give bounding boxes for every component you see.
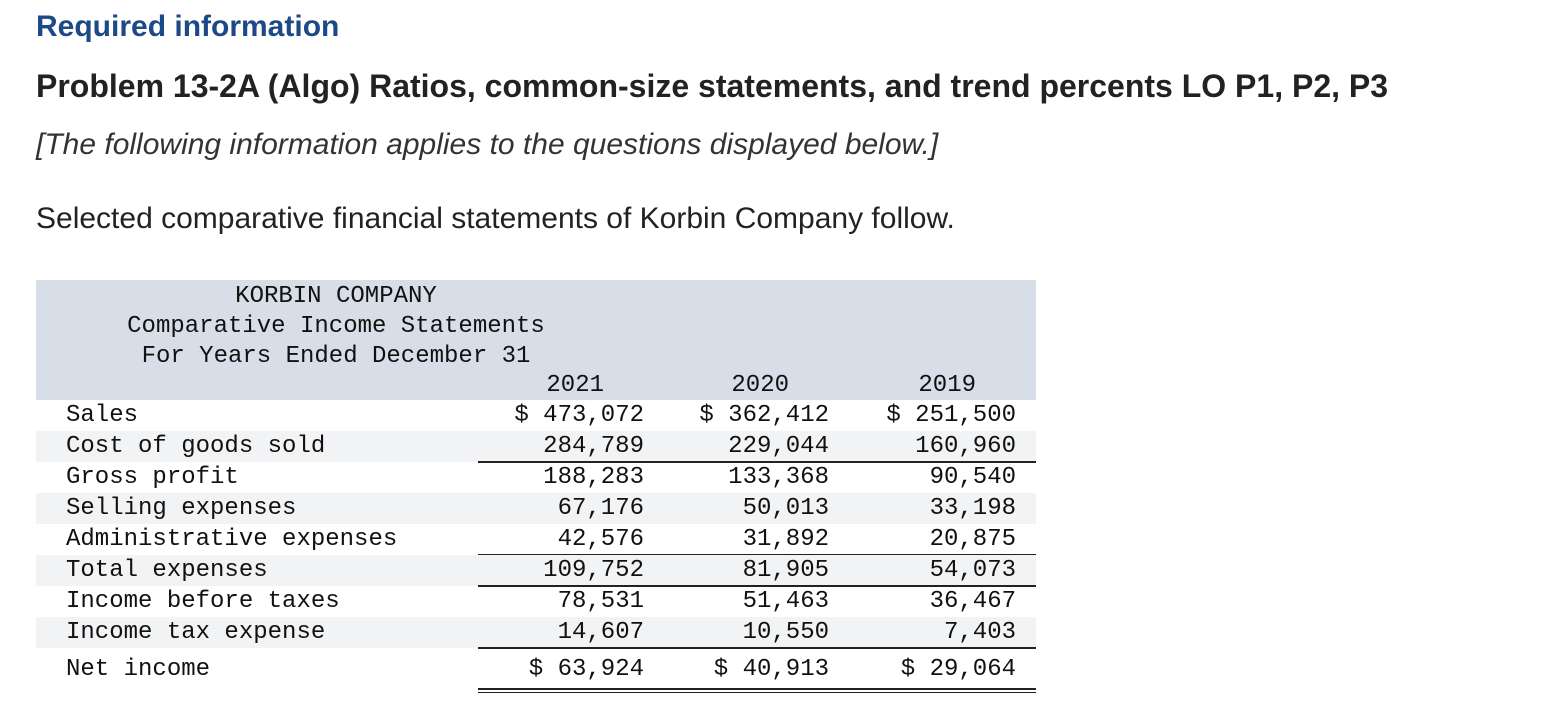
double-underline (848, 692, 1036, 693)
value-2021: $ 63,924 (528, 656, 644, 683)
value-2020: 31,892 (742, 526, 829, 553)
year-header-2019: 2019 (918, 372, 976, 399)
year-header-2020: 2020 (731, 372, 789, 399)
intro-text: Selected comparative financial statements of Korbin Company follow. (36, 202, 955, 235)
value-2020: 81,905 (742, 557, 829, 584)
row-label: Income tax expense (66, 619, 326, 646)
value-2019: 7,403 (943, 619, 1016, 646)
value-2021: 42,576 (557, 526, 644, 553)
value-2020: $ 362,412 (699, 402, 829, 429)
value-2021: $ 473,072 (514, 402, 644, 429)
row-label: Gross profit (66, 464, 239, 491)
value-2019: 160,960 (915, 433, 1016, 460)
value-2021: 109,752 (543, 557, 644, 584)
row-total-expenses (36, 555, 1036, 586)
value-2021: 188,283 (543, 464, 644, 491)
value-2020: $ 40,913 (713, 656, 829, 683)
row-net-income (36, 648, 1036, 688)
required-information-heading: Required information (36, 10, 340, 43)
value-2019: 36,467 (929, 588, 1016, 615)
row-gross-profit (36, 462, 1036, 493)
value-2021: 284,789 (543, 433, 644, 460)
value-2020: 229,044 (728, 433, 829, 460)
row-label: Selling expenses (66, 495, 297, 522)
row-cost-of-goods-sold (36, 431, 1036, 462)
value-2021: 78,531 (557, 588, 644, 615)
instruction-note: [The following information applies to the questions displayed below.] (36, 128, 939, 161)
value-2020: 50,013 (742, 495, 829, 522)
double-underline (478, 688, 662, 690)
row-income-tax-expense (36, 617, 1036, 648)
row-selling-expenses (36, 493, 1036, 524)
row-label: Sales (66, 402, 139, 429)
row-label: Net income (66, 656, 211, 683)
double-underline (662, 692, 848, 693)
statement-header (36, 280, 1036, 400)
row-administrative-expenses (36, 524, 1036, 555)
double-underline (662, 688, 848, 690)
double-underline (478, 692, 662, 693)
row-label: Income before taxes (66, 588, 340, 615)
value-2021: 14,607 (557, 619, 644, 646)
row-label: Administrative expenses (66, 526, 398, 553)
value-2020: 133,368 (728, 464, 829, 491)
value-2019: 90,540 (929, 464, 1016, 491)
value-2021: 67,176 (557, 495, 644, 522)
value-2019: $ 29,064 (900, 656, 1016, 683)
value-2019: $ 251,500 (886, 402, 1016, 429)
statement-period: For Years Ended December 31 (141, 343, 531, 370)
row-label: Cost of goods sold (66, 433, 326, 460)
value-2019: 33,198 (929, 495, 1016, 522)
year-header-2021: 2021 (546, 372, 604, 399)
value-2019: 54,073 (929, 557, 1016, 584)
double-underline (848, 688, 1036, 690)
row-label: Total expenses (66, 557, 268, 584)
problem-title: Problem 13-2A (Algo) Ratios, common-size statements, and trend percents LO P1, P2, P3 (36, 68, 1389, 104)
value-2020: 51,463 (742, 588, 829, 615)
value-2019: 20,875 (929, 526, 1016, 553)
statement-title: Comparative Income Statements (127, 313, 545, 340)
row-income-before-taxes (36, 586, 1036, 617)
value-2020: 10,550 (742, 619, 829, 646)
income-statement-table (36, 280, 1036, 688)
row-sales (36, 400, 1036, 431)
company-name: KORBIN COMPANY (235, 283, 437, 310)
